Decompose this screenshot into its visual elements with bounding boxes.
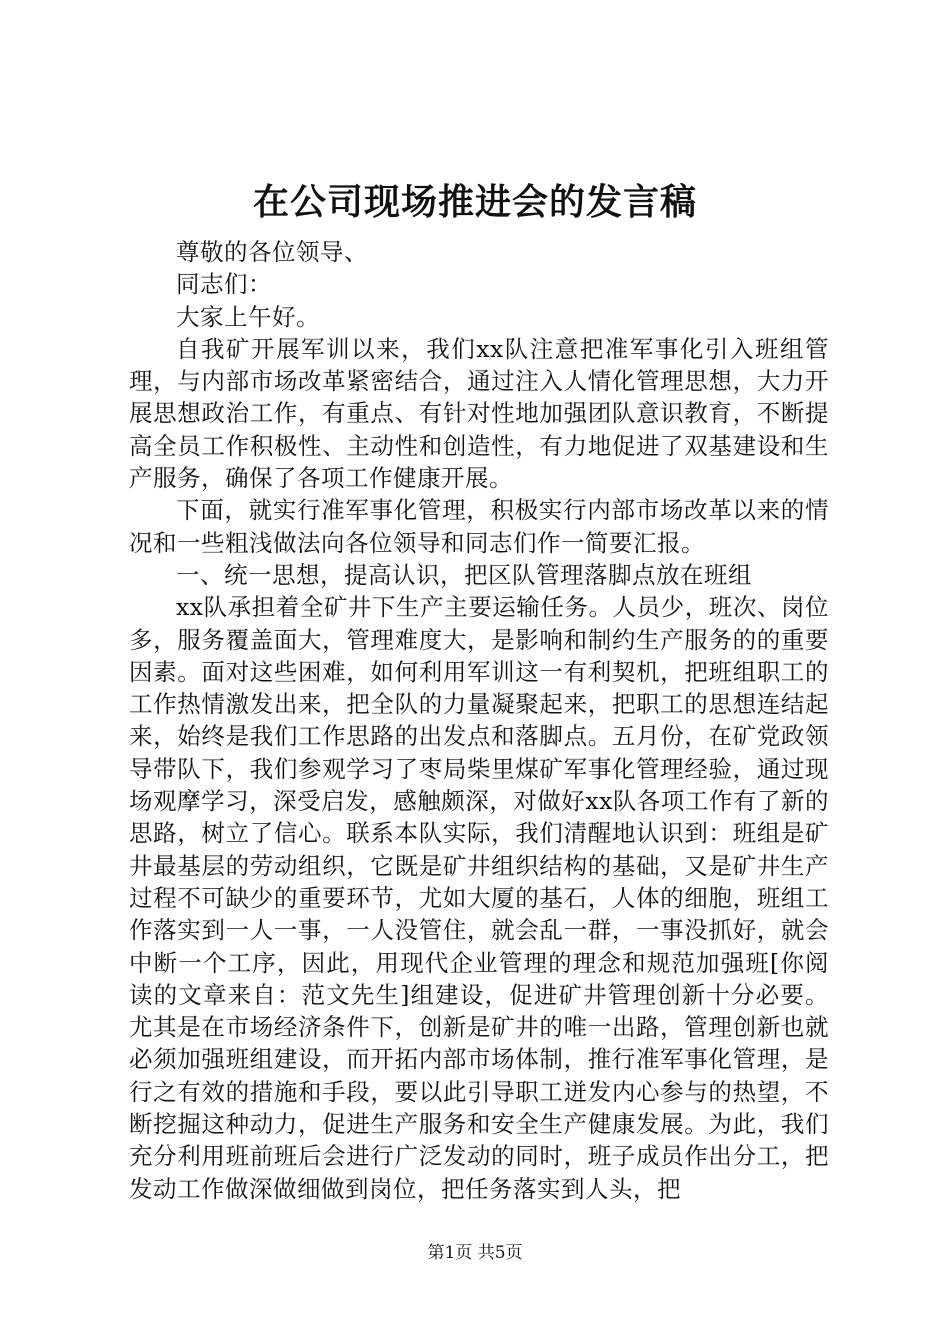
greeting-line-1: 尊敬的各位领导、 — [176, 238, 368, 266]
greeting-line-3: 大家上午好。 — [176, 302, 320, 331]
document-title: 在公司现场推进会的发言稿 — [252, 181, 697, 223]
paragraph-intro: 自我矿开展军训以来，我们xx队注意把准军事化引入班组管理，与内部市场改革紧密结合，通过注入人情化管理思想，大力开展思想政治工作，有重点、有针对性地加强团队意识教育，不断提高全员工作积极性、主动性和创造性，有力地促进了双基建设和生产服务，确保了各项工作健康开展。 — [129, 334, 829, 493]
section-heading-1: 一、统一思想，提高认识，把区队管理落脚点放在班组 — [176, 560, 752, 589]
paragraph-section-1: xx队承担着全矿井下生产主要运输任务。人员少，班次、岗位多，服务覆盖面大，管理难度大，是影响和制约生产服务的的重要因素。面对这些困难，如何利用军训这一有利契机，把班组职工的工作热情激发出来，把全队的力量凝聚起来，把职工的思想连结起来，始终是我们工作思路的出发点和落脚点。五月份，在矿党政领导带队下，我们参观学习了枣局柴里煤矿军事化管理经验，通过现场观摩学习，深受启发，感触颇深，对做好xx队各项工作有了新的思路，树立了信心。联系本队实际，我们清醒地认识到：班组是矿井最基层的劳动组织，它既是矿井组织结构的基础，又是矿井生产过程不可缺少的重要环节，尤如大厦的基石，人体的细胞，班组工作落实到一人一事，一人没管住，就会乱一群，一事没抓好，就会中断一个工序，因此，用现代企业管理的理念和规范加强班[你阅读的文章来自：范文先生]组建设，促进矿井管理创新十分必要。尤其是在市场经济条件下，创新是矿井的唯一出路，管理创新也就必须加强班组建设，而开拓内部市场体制，推行准军事化管理，是行之有效的措施和手段，要以此引导职工迸发内心参与的热望，不断挖掘这种动力，促进生产服务和安全生产健康发展。为此，我们充分利用班前班后会进行广泛发动的同时，班子成员作出分工，把发动工作做深做细做到岗位，把任务落实到人头，把 — [129, 593, 829, 1203]
document-body — [129, 236, 829, 1205]
page-number-footer: 第1页 共5页 — [427, 1243, 523, 1263]
greeting-line-2: 同志们： — [176, 270, 272, 299]
paragraph-overview: 下面，就实行准军事化管理，积极实行内部市场改革以来的情况和一些粗浅做法向各位领导和同志们作一简要汇报。 — [129, 496, 829, 557]
